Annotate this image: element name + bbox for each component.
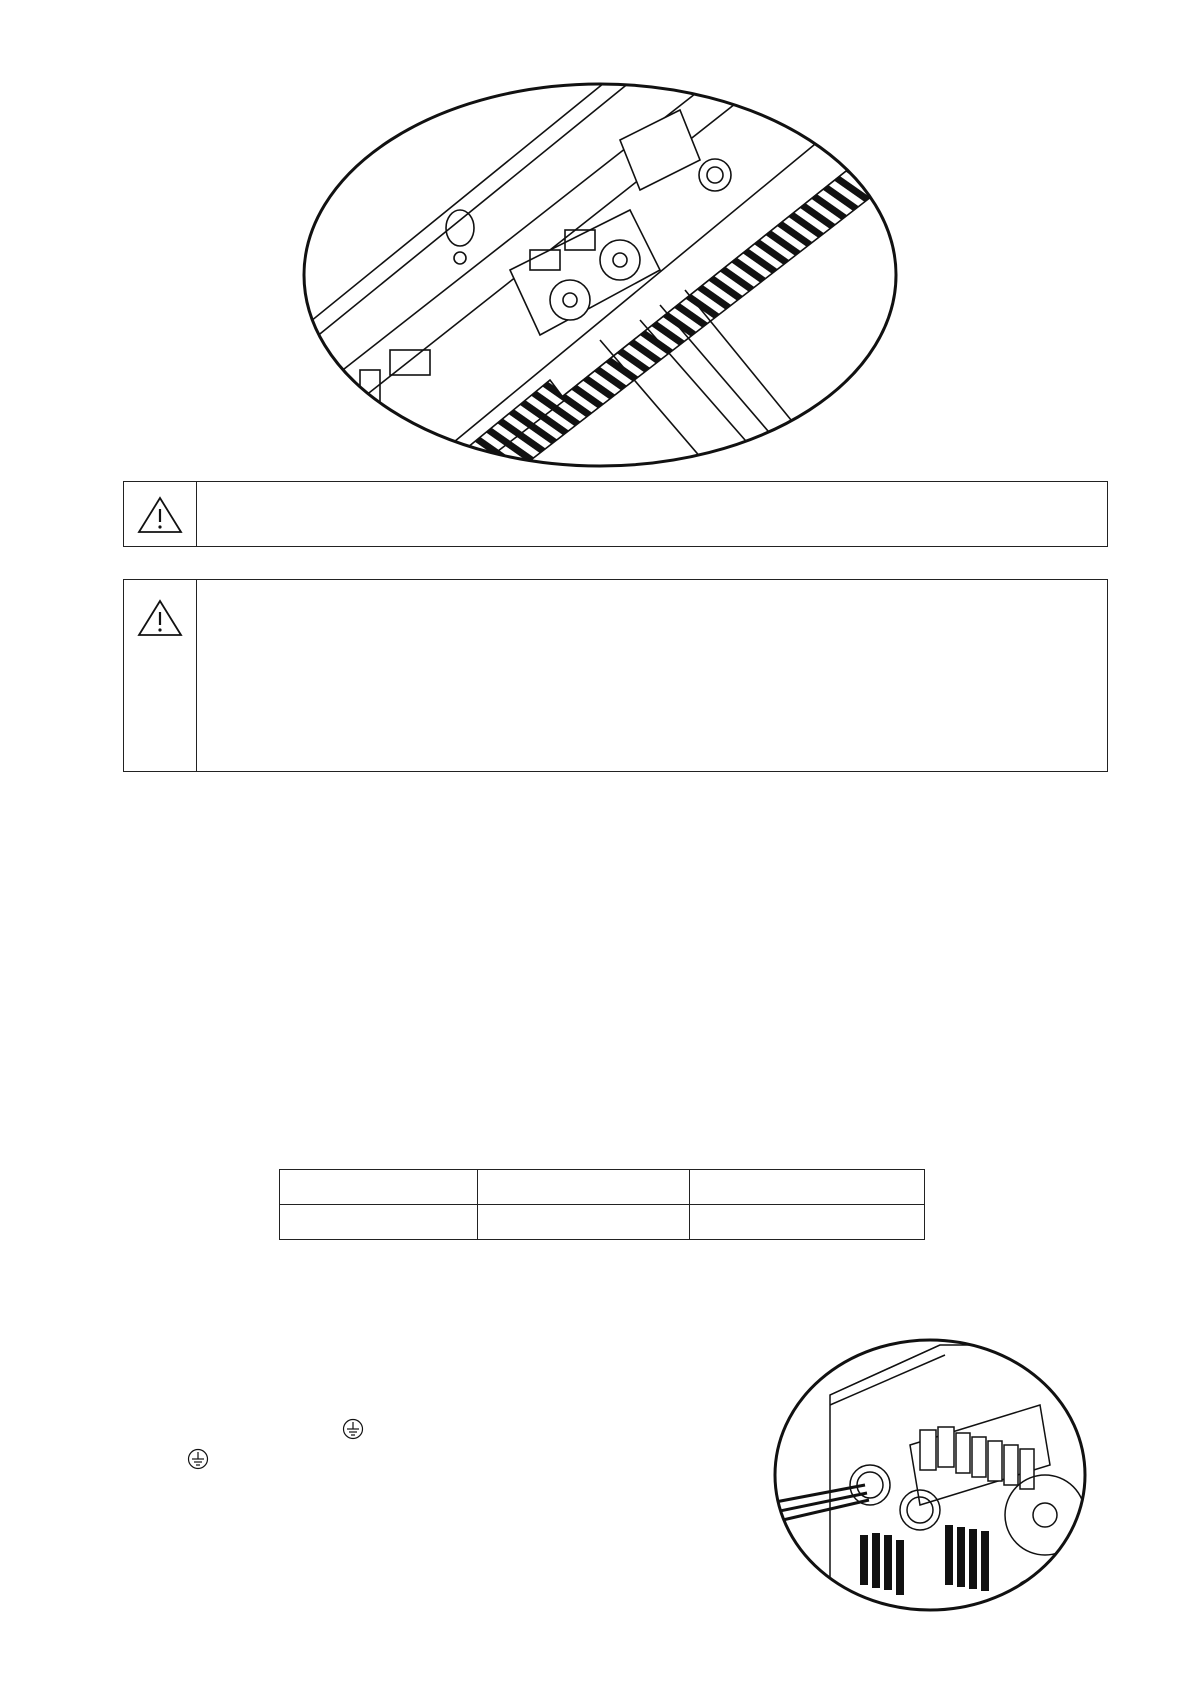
warning-text-1 <box>197 482 1107 546</box>
table-cell <box>280 1205 478 1240</box>
table-cell <box>690 1205 925 1240</box>
battery-terminal-figure <box>300 80 900 470</box>
warning-triangle-icon <box>136 495 184 535</box>
table-cell <box>478 1170 690 1205</box>
warning-text-2 <box>197 580 1107 771</box>
table-cell <box>690 1170 925 1205</box>
table-row <box>280 1170 925 1205</box>
table-cell <box>280 1170 478 1205</box>
spec-table <box>279 1169 925 1240</box>
table-cell <box>478 1205 690 1240</box>
table-row <box>280 1205 925 1240</box>
ground-icon <box>187 1448 209 1470</box>
warning-icon-cell <box>124 580 197 771</box>
warning-box-2 <box>123 579 1108 772</box>
warning-icon-cell <box>124 482 197 546</box>
ac-terminal-figure <box>770 1335 1090 1615</box>
warning-triangle-icon <box>136 598 184 638</box>
ground-icon <box>342 1418 364 1440</box>
warning-box-1 <box>123 481 1108 547</box>
